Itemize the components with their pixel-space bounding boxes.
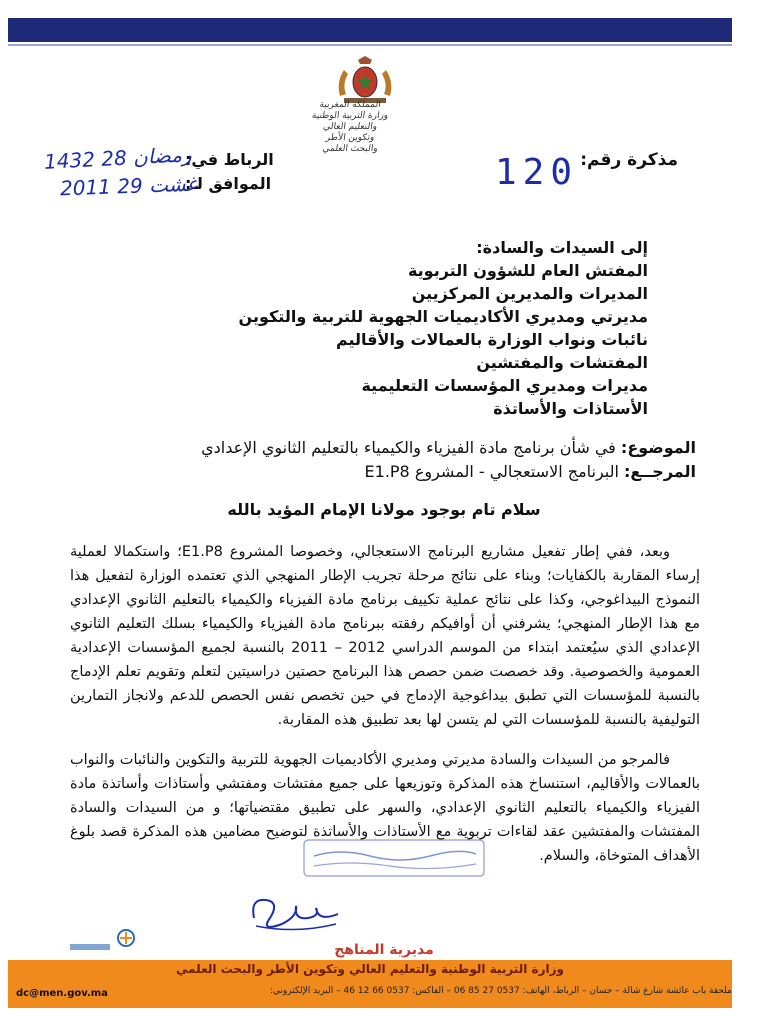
subject-label: الموضوع: <box>620 438 696 457</box>
subject-line <box>201 436 696 460</box>
reference-text: البرنامج الاستعجالي - المشروع E1.P8 <box>364 462 619 481</box>
corresponding-label: الموافق لـ: <box>185 174 272 193</box>
recipients-list <box>239 236 648 420</box>
recipient-item: المفتشات والمفتشين <box>476 353 648 372</box>
ministry-line: المملكة المغربية <box>318 100 382 110</box>
top-banner-line <box>8 44 732 46</box>
ministry-line: وزارة التربية الوطنية <box>311 111 389 121</box>
hijri-date: 1432 رمضان 28 <box>43 142 193 174</box>
footer-bar <box>8 960 732 1008</box>
ministry-line: والتعليم العالي <box>322 122 378 132</box>
memo-number-label: مذكرة رقم: <box>580 150 678 170</box>
footer-contact: ملحقة باب عائشة شارع شالة – حسان – الرباط، الهاتف: 0537 27 85 06 – الفاكس: 0537 66 12 46 – البريد الإلكتروني: <box>269 986 732 996</box>
top-banner <box>8 18 732 42</box>
signature-icon <box>246 888 346 938</box>
recipient-item: الأستاذات والأساتذة <box>493 399 648 418</box>
memo-body <box>70 540 700 884</box>
gregorian-date: 2011 غشت 29 <box>59 171 198 201</box>
recipient-item: المديرات والمديرين المركزيين <box>411 284 648 303</box>
recipient-item: مديرات ومديري المؤسسات التعليمية <box>361 376 648 395</box>
footer-email-link[interactable]: dc@men.gov.ma <box>16 988 108 999</box>
body-paragraph: فالمرجو من السيدات والسادة مديرتي ومديري الأكاديميات الجهوية للتربية والتكوين والنائبات والنواب بالعمالات والأقاليم، استنساخ هذه المذكرة وتوزيعها على جميع مفتشات ومفتشي وأستاذات وأساتذة مادة الفيزياء والكيمياء بالتعليم الثانوي الإعدادي، والسهر على تطبيق مقتضياتها؛ و من السيدات والسادة المفتشات والمفتشين عقد لقاءات تربوية مع الأستاذات والأساتذة لتوضيح مضامين هذه المذكرة قصد بلوغ الأهداف المتوخاة، والسلام. <box>70 752 700 864</box>
place-label: الرباط في: <box>185 150 274 169</box>
recipient-item: المفتش العام للشؤون التربوية <box>407 261 648 280</box>
recipient-item: نائبات ونواب الوزارة بالعمالات والأقاليم <box>335 330 648 349</box>
ministry-line: والبحث العلمي <box>321 144 379 154</box>
body-paragraph: وبعد، ففي إطار تفعيل مشاريع البرنامج الاستعجالي، وخصوصا المشروع E1.P8؛ واستكمالا لعملية إرساء المقاربة بالكفايات؛ وبناء على نتائج مرحلة تجريب الإطار المنهجي الذي تعتمده الوزارة لتفعيل هذا النموذج البيداغوجي، وكذا على نتائج عملية تكييف برنامج مادة الفيزياء والكيمياء بالتعليم الثانوي الإعدادي مع هذا الإطار المنهجي؛ يشرفني أن أوافيكم رفقته ببرنامج مادة الفيزياء والكيمياء بسلك التعليم الثانوي الإعدادي الذي سيُعتمد ابتداء من الموسم الدراسي 2012 – 2011 بالنسبة لجميع المؤسسات الإعدادية العمومية والخصوصية. وقد خصصت ضمن حصص هذا البرنامج حصتين دراسيتين لتعلم وتقويم تعلم الإدماج بالنسبة للمؤسسات التي تطبق بيداغوجية الإدماج في حين تخصص نفس الحصص للدعم ولانجاز التمارين التوليفية بالنسبة للمؤسسات التي لم يتسن لها بعد تطبيق هذه المقاربة. <box>70 544 700 728</box>
recipients-heading: إلى السيدات والسادة: <box>476 238 648 257</box>
ministry-header <box>280 100 420 155</box>
memo-number: 120 <box>495 152 579 193</box>
subject-block <box>201 436 696 484</box>
recipient-item: مديرتي ومديري الأكاديميات الجهوية للتربية والتكوين <box>238 307 648 326</box>
reference-label: المرجــع: <box>624 462 696 481</box>
greeting: سلام تام بوجود مولانا الإمام المؤيد بالله <box>227 500 541 519</box>
footer-ministry: وزارة التربية الوطنية والتعليم العالي وتكوين الأطر والبحث العلمي <box>176 962 564 976</box>
footer-department: مديرية المناهج <box>334 942 434 958</box>
ministry-line: وتكوين الأطر <box>325 133 375 143</box>
subject-text: في شأن برنامج مادة الفيزياء والكيمياء بالتعليم الثانوي الإعدادي <box>201 438 616 457</box>
official-stamp-icon <box>300 834 490 882</box>
reference-line <box>201 460 696 484</box>
